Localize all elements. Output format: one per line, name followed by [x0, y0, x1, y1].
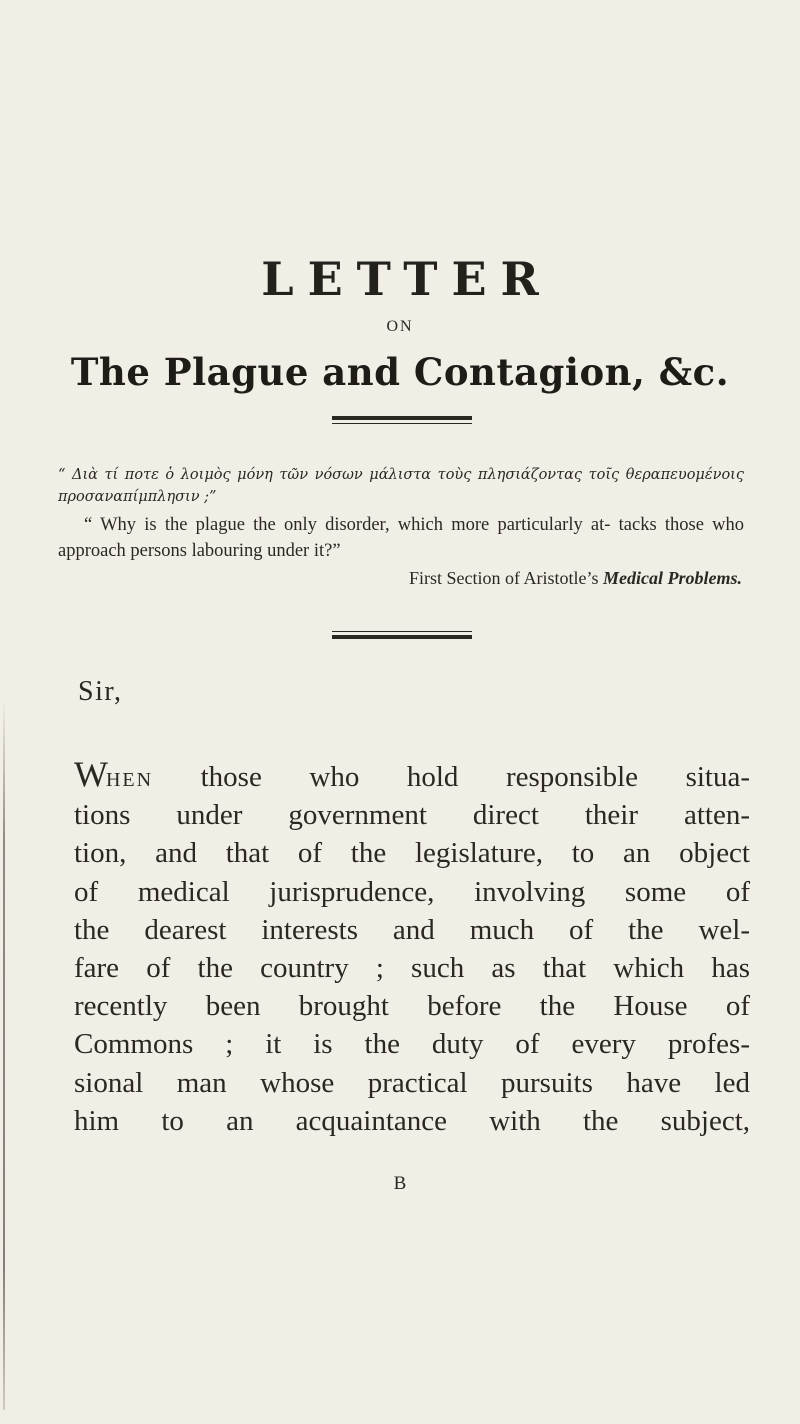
- body-line-4: of medical jurisprudence, involving some of: [74, 875, 750, 908]
- body-line-6: fare of the country ; such as that which has: [74, 952, 750, 985]
- salutation: Sir,: [78, 676, 123, 707]
- body-line-9: sional man whose practical pursuits have led: [74, 1066, 750, 1099]
- bottom-divider-thick: [332, 635, 472, 639]
- body-line-5: the dearest interests and much of the wel-: [74, 913, 750, 946]
- body-line-1: [74, 755, 750, 796]
- body-line-3: tion, and that of the legislature, to an object: [74, 837, 750, 870]
- opening-smallcaps: hen: [105, 761, 154, 793]
- signature-mark: B: [393, 1173, 407, 1194]
- epigraph-greek: “ Διὰ τί ποτε ὁ λοιμὸς μόνη τῶν νόσων μάλιστα τοὺς πλησιάζοντας τοῖς θεραπευομένοις προσαναπίμπλησιν ;”: [58, 467, 744, 505]
- body-line-1-rest: those who hold responsible situa-: [153, 761, 750, 793]
- page-edge-shadow: [3, 700, 5, 1410]
- body-line-10: him to an acquaintance with the subject,: [74, 1104, 750, 1137]
- epigraph-english: “ Why is the plague the only disorder, which more particularly at- tacks those who approach persons labouring under it?”: [58, 515, 744, 561]
- epigraph-source: [409, 568, 742, 589]
- top-divider-thin: [332, 423, 472, 424]
- bottom-divider-thin: [332, 631, 472, 632]
- epigraph-source-prefix: First Section of Aristotle’s: [409, 568, 604, 588]
- body-line-2: tions under government direct their atten-: [74, 799, 750, 832]
- top-divider-thick: [332, 416, 472, 420]
- body-line-7: recently been brought before the House of: [74, 990, 750, 1023]
- title-connector: ON: [386, 318, 414, 335]
- document-title: LETTER: [261, 252, 553, 306]
- document-subtitle: The Plague and Contagion, &c.: [70, 350, 730, 394]
- letter-body: [74, 755, 750, 1140]
- body-line-8: Commons ; it is the duty of every profes-: [74, 1028, 750, 1061]
- drop-initial: W: [74, 754, 106, 794]
- epigraph-source-work: Medical Problems.: [603, 568, 742, 588]
